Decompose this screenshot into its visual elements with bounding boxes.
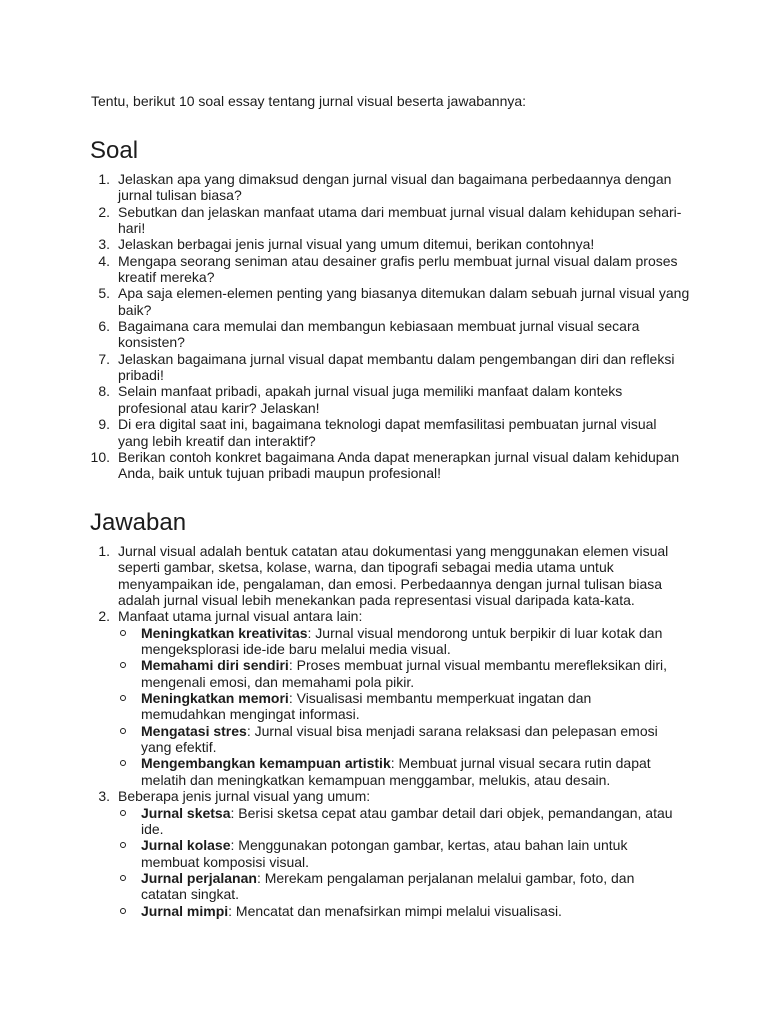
list-number: 2. — [98, 203, 110, 220]
list-number: 8. — [98, 383, 110, 400]
sub-list-item — [118, 657, 674, 690]
question-text: Berikan contoh konkret bagaimana Anda dapat menerapkan jurnal visual dalam kehidupan Anda, baik untuk tujuan pribadi maupun profesional! — [118, 448, 680, 482]
jawaban-heading: Jawaban — [90, 509, 187, 536]
answer-text: Jurnal visual adalah bentuk catatan atau dokumentasi yang menggunakan elemen visual seperti gambar, sketsa, kolase, warna, dan tipografi sebagai media utama untuk menyampaikan ide, pengalaman, dan emosi. Perbedaannya dengan jurnal tulisan biasa adalah jurnal visual lebih menekankan pada representasi visual daripada kata-kata. — [118, 543, 669, 609]
sub-item-term: Mengembangkan kemampuan artistik — [141, 755, 391, 772]
sub-item-desc: : Membuat jurnal visual secara rutin dapat melatih dan meningkatkan kemampuan menggambar, melukis, atau desain. — [141, 755, 651, 788]
list-item — [90, 788, 690, 919]
list-item — [90, 204, 690, 237]
answer-text: Beberapa jenis jurnal visual yang umum: — [118, 788, 371, 805]
sub-item-desc: : Berisi sketsa cepat atau gambar detail dari objek, pemandangan, atau ide. — [141, 804, 673, 837]
question-text: Jelaskan berbagai jenis jurnal visual yang umum ditemui, berikan contohnya! — [118, 236, 595, 253]
question-text: Mengapa seorang seniman atau desainer grafis perlu membuat jurnal visual dalam proses kreatif mereka? — [118, 252, 678, 286]
sub-item-term: Jurnal kolase — [141, 837, 231, 854]
sub-item-desc: : Proses membuat jurnal visual membantu merefleksikan diri, mengenali emosi, dan memahami pola pikir. — [141, 657, 667, 690]
circle-bullet-icon — [120, 728, 126, 734]
sub-item-term: Meningkatkan kreativitas — [141, 624, 308, 641]
sub-list — [118, 625, 690, 788]
list-number: 3. — [98, 788, 110, 805]
jawaban-list — [90, 543, 690, 919]
sub-list-item — [118, 723, 674, 756]
circle-bullet-icon — [120, 908, 126, 914]
sub-item-desc: : Mencatat dan menafsirkan mimpi melalui visualisasi. — [228, 902, 562, 919]
sub-list-item — [118, 837, 674, 870]
list-item — [90, 285, 690, 318]
sub-list-item — [118, 625, 674, 658]
sub-list-item — [118, 690, 674, 723]
list-number: 4. — [98, 252, 110, 269]
question-text: Apa saja elemen-elemen penting yang biasanya ditemukan dalam sebuah jurnal visual yang baik? — [118, 285, 690, 318]
circle-bullet-icon — [120, 810, 126, 816]
list-number: 3. — [98, 236, 110, 253]
sub-list-item — [118, 755, 674, 788]
list-number: 7. — [98, 350, 110, 367]
list-number: 6. — [98, 318, 110, 335]
list-number: 2. — [98, 608, 110, 625]
answer-text: Manfaat utama jurnal visual antara lain: — [118, 608, 363, 625]
sub-list-item — [118, 870, 674, 903]
circle-bullet-icon — [120, 875, 126, 881]
sub-list-item — [118, 903, 674, 919]
circle-bullet-icon — [120, 842, 126, 848]
question-text: Jelaskan bagaimana jurnal visual dapat membantu dalam pengembangan diri dan refleksi pribadi! — [118, 350, 675, 384]
list-item — [90, 383, 690, 416]
list-number: 5. — [98, 285, 110, 302]
question-text: Selain manfaat pribadi, apakah jurnal visual juga memiliki manfaat dalam konteks profesional atau karir? Jelaskan! — [118, 383, 623, 416]
sub-item-desc: : Menggunakan potongan gambar, kertas, atau bahan lain untuk membuat komposisi visual. — [141, 837, 628, 870]
circle-bullet-icon — [120, 760, 126, 766]
list-number: 1. — [98, 171, 110, 187]
list-item — [90, 318, 690, 351]
soal-list — [90, 171, 690, 482]
question-text: Di era digital saat ini, bagaimana teknologi dapat memfasilitasi pembuatan jurnal visual yang lebih kreatif dan interaktif? — [118, 416, 657, 449]
sub-item-term: Jurnal perjalanan — [141, 869, 257, 886]
sub-item-term: Jurnal sketsa — [141, 804, 231, 821]
list-number: 10. — [90, 448, 110, 465]
sub-item-term: Jurnal mimpi — [141, 902, 229, 919]
list-item — [90, 449, 690, 482]
sub-list — [118, 805, 690, 919]
sub-list-item — [118, 805, 674, 838]
list-item — [90, 253, 690, 286]
circle-bullet-icon — [120, 662, 126, 668]
circle-bullet-icon — [120, 630, 126, 636]
sub-item-desc: : Jurnal visual bisa menjadi sarana relaksasi dan pelepasan emosi yang efektif. — [141, 722, 658, 756]
list-item — [90, 351, 690, 384]
sub-item-term: Memahami diri sendiri — [141, 657, 289, 674]
list-number: 9. — [98, 416, 110, 433]
list-item — [90, 171, 690, 204]
question-text: Sebutkan dan jelaskan manfaat utama dari membuat jurnal visual dalam kehidupan sehari-hari! — [118, 203, 682, 237]
list-item — [90, 236, 690, 252]
list-item — [90, 416, 690, 449]
sub-item-desc: : Jurnal visual mendorong untuk berpikir di luar kotak dan mengeksplorasi ide-ide baru melalui media visual. — [141, 624, 663, 658]
sub-item-term: Mengatasi stres — [141, 722, 247, 739]
list-number: 1. — [98, 543, 110, 559]
list-item — [90, 543, 690, 608]
circle-bullet-icon — [120, 695, 126, 701]
soal-heading: Soal — [90, 137, 139, 164]
sub-item-term: Meningkatkan memori — [141, 690, 289, 707]
intro-text: Tentu, berikut 10 soal essay tentang jurnal visual beserta jawabannya: — [91, 93, 527, 109]
question-text: Jelaskan apa yang dimaksud dengan jurnal visual dan bagaimana perbedaannya dengan jurnal tulisan biasa? — [118, 171, 672, 204]
question-text: Bagaimana cara memulai dan membangun kebiasaan membuat jurnal visual secara konsisten? — [118, 318, 640, 351]
sub-item-desc: : Merekam pengalaman perjalanan melalui gambar, foto, dan catatan singkat. — [141, 869, 635, 903]
list-item — [90, 608, 690, 788]
sub-item-desc: : Visualisasi membantu memperkuat ingatan dan memudahkan mengingat informasi. — [141, 690, 592, 723]
